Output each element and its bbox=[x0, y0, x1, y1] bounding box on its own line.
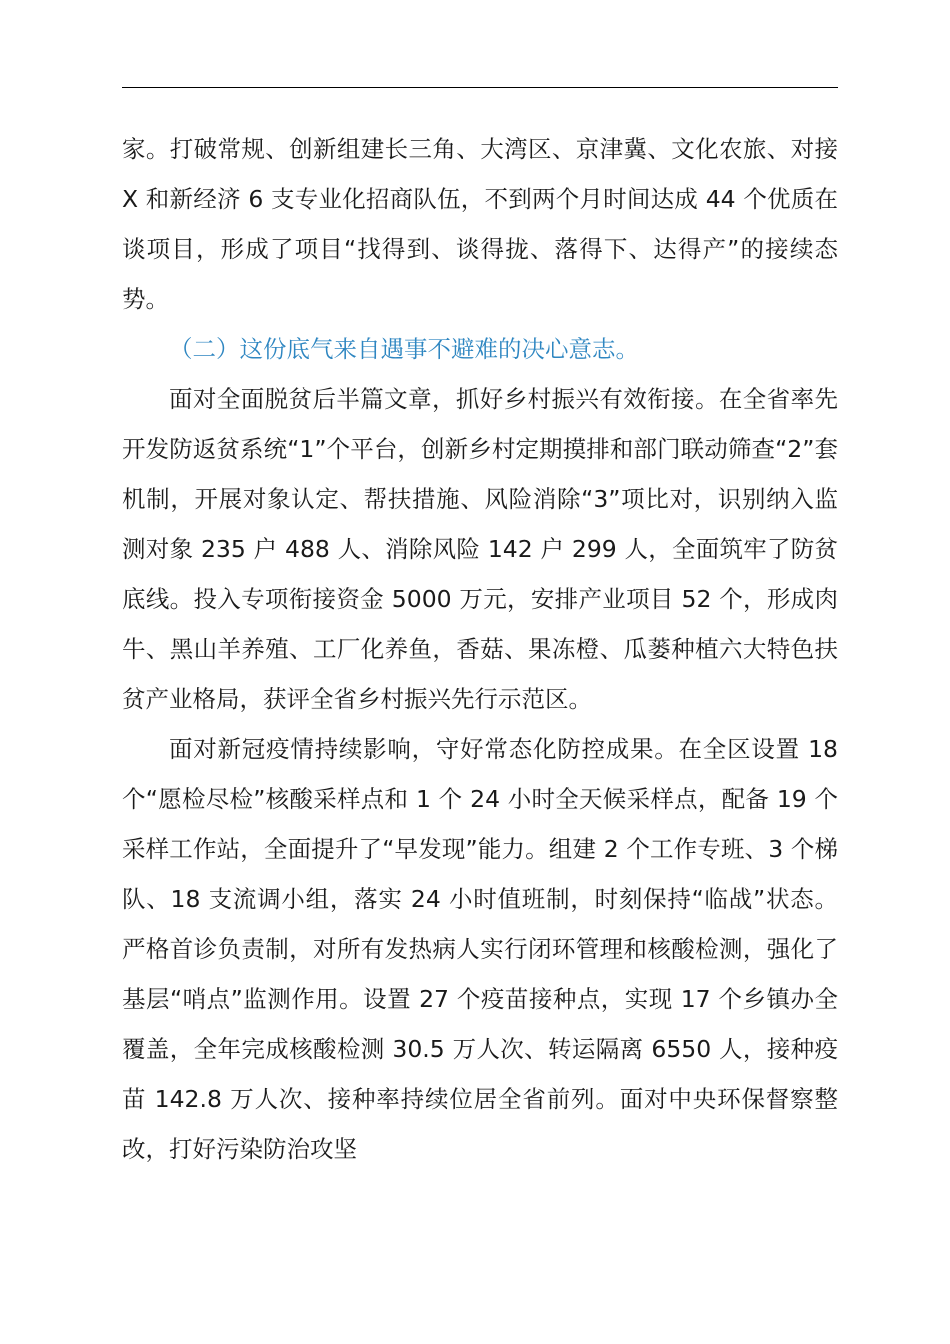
paragraph-epidemic-control: 面对新冠疫情持续影响，守好常态化防控成果。在全区设置 18 个“愿检尽检”核酸采样点和 1 个 24 小时全天候采样点，配备 19 个采样工作站，全面提升了“早发现”能力。组建 2 个工作专班、3 个梯队、18 支流调小组，落实 24 小时值班制，时刻保持“临战”状态。严格首诊负责制，对所有发热病人实行闭环管理和核酸检测，强化了基层“哨点”监测作用。设置 27 个疫苗接种点，实现 17 个乡镇办全覆盖，全年完成核酸检测 30.5 万人次、转运隔离 6550 人，接种疫苗 142.8 万人次、接种率持续位居全省前列。面对中央环保督察整改，打好污染防治攻坚 bbox=[122, 735, 838, 1163]
paragraph-rural-revitalization: 面对全面脱贫后半篇文章，抓好乡村振兴有效衔接。在全省率先开发防返贫系统“1”个平台，创新乡村定期摸排和部门联动筛查“2”套机制，开展对象认定、帮扶措施、风险消除“3”项比对，识别纳入监测对象 235 户 488 人、消除风险 142 户 299 人，全面筑牢了防贫底线。投入专项衔接资金 5000 万元，安排产业项目 52 个，形成肉牛、黑山羊养殖、工厂化养鱼，香菇、果冻橙、瓜蒌种植六大特色扶贫产业格局，获评全省乡村振兴先行示范区。 bbox=[122, 385, 838, 713]
document-body bbox=[122, 124, 838, 1174]
header-rule bbox=[122, 87, 838, 88]
section-heading: （二）这份底气来自遇事不避难的决心意志。 bbox=[169, 335, 639, 363]
paragraph-continuation: 家。打破常规、创新组建长三角、大湾区、京津冀、文化农旅、对接 X 和新经济 6 支专业化招商队伍，不到两个月时间达成 44 个优质在谈项目，形成了项目“找得到、谈得拢、落得下、达得产”的接续态势。 bbox=[122, 135, 838, 313]
